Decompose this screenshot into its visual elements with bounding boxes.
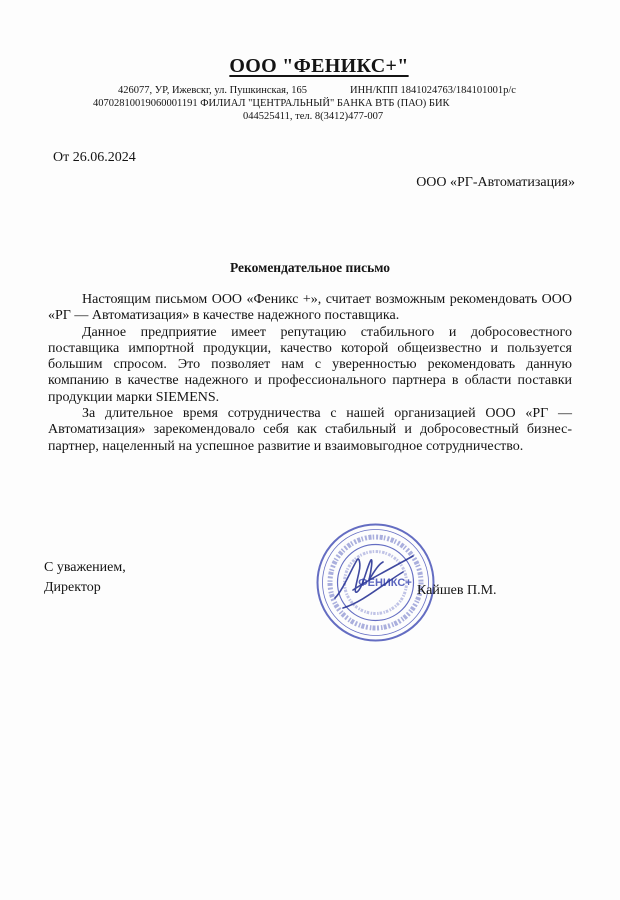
company-bik-phone: 044525411, тел. 8(3412)477-007 — [243, 111, 384, 122]
company-inn-kpp: ИНН/КПП 1841024763/184101001р/с — [350, 85, 516, 96]
signer-name: Кайшев П.М. — [417, 583, 497, 598]
company-bank-details: 40702810019060001191 ФИЛИАЛ "ЦЕНТРАЛЬНЫЙ" БАНКА ВТБ (ПАО) БИК — [93, 98, 450, 109]
body-paragraph: Настоящим письмом ООО «Феникс +», считает возможным рекомендовать ООО «РГ — Автоматизация» в качестве надежного поставщика. — [48, 292, 572, 324]
closing-block — [44, 558, 126, 598]
signer-position: Директор — [44, 580, 101, 595]
closing-regards: С уважением, — [44, 560, 126, 575]
company-address: 426077, УР, Ижевскг, ул. Пушкинская, 165 — [118, 85, 307, 96]
letter-title: Рекомендательное письмо — [229, 260, 391, 275]
letter-body — [48, 292, 572, 455]
body-paragraph: Данное предприятие имеет репутацию стабильного и добросовестного поставщика импортной продукции, качество которой общеизвестно и пользуется большим спросом. Это позволяет нам с уверенностью рекомендовать данную компанию в качестве надежного и профессионального партнера в области поставки продукции марки SIEMENS. — [48, 324, 572, 405]
company-name: ООО "ФЕНИКС+" — [229, 55, 409, 77]
letter-recipient: ООО «РГ-Автоматизация» — [416, 175, 575, 190]
letter-date: От 26.06.2024 — [53, 150, 136, 165]
body-paragraph: За длительное время сотрудничества с нашей организацией ООО «РГ — Автоматизация» зарекомендовало себя как стабильный и добросовестный бизнес-партнер, нацеленный на успешное развитие и взаимовыгодное сотрудничество. — [48, 406, 572, 454]
stamp-center-text: ФЕНИКС+ — [358, 577, 412, 589]
